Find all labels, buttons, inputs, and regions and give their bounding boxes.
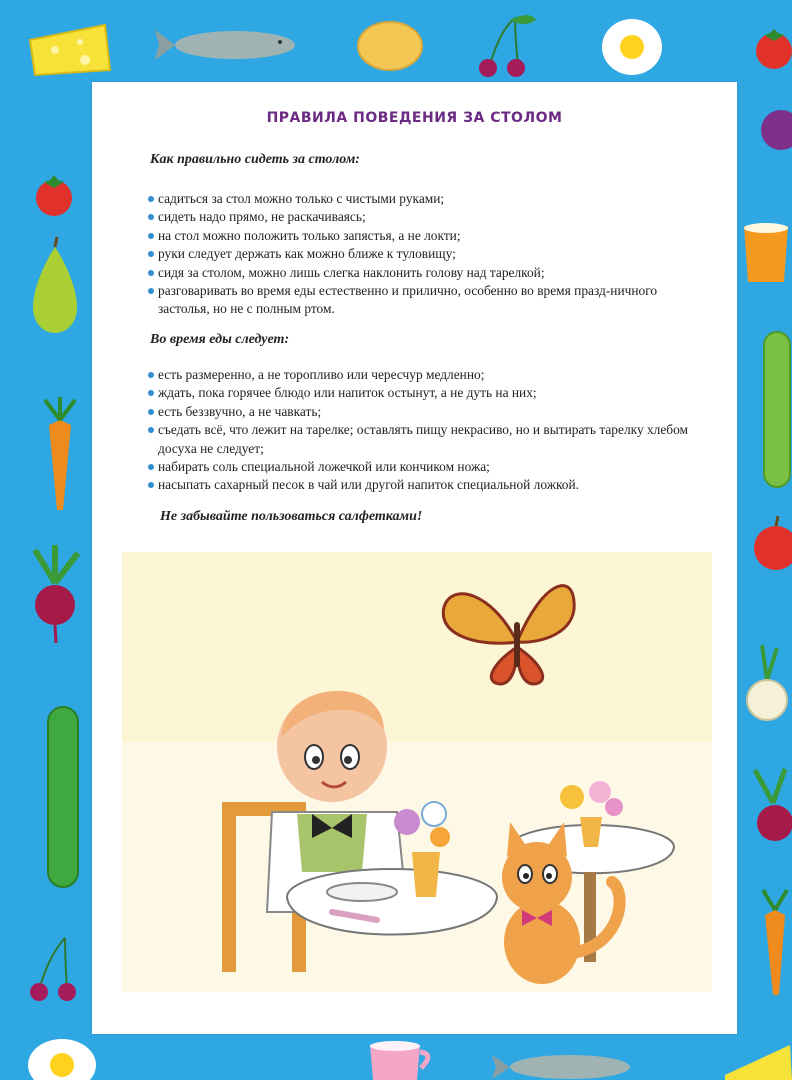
page-title: ПРАВИЛА ПОВЕДЕНИЯ ЗА СТОЛОМ bbox=[266, 110, 563, 126]
bullet-icon bbox=[148, 482, 154, 488]
list-item: насыпать сахарный песок в чай или другой напиток специальной ложкой. bbox=[148, 476, 708, 494]
eating-rules-list bbox=[148, 366, 708, 495]
bullet-icon bbox=[148, 427, 154, 433]
fish-icon bbox=[155, 20, 305, 70]
milk-glass-icon bbox=[740, 220, 792, 285]
list-item: набирать соль специальной ложечкой или кончиком ножа; bbox=[148, 458, 708, 476]
bullet-icon bbox=[148, 390, 154, 396]
bread-icon bbox=[355, 18, 425, 73]
napkin-reminder: Не забывайте пользоваться салфетками! bbox=[160, 509, 423, 524]
tomato-icon bbox=[30, 170, 78, 218]
section-heading-sitting: Как правильно сидеть за столом: bbox=[150, 152, 360, 167]
bullet-icon bbox=[148, 288, 154, 294]
dining-illustration bbox=[122, 552, 712, 992]
carrot-icon bbox=[35, 395, 85, 515]
bullet-icon bbox=[148, 270, 154, 276]
cheese-icon bbox=[720, 1040, 792, 1080]
beet-icon bbox=[20, 545, 90, 645]
onion-icon bbox=[742, 640, 792, 725]
bullet-icon bbox=[148, 233, 154, 239]
carrot-icon bbox=[755, 885, 792, 1000]
list-item: сидя за столом, можно лишь слегка наклонить голову над тарелкой; bbox=[148, 264, 708, 282]
list-item: есть беззвучно, а не чавкать; bbox=[148, 403, 708, 421]
cup-icon bbox=[365, 1040, 440, 1080]
egg-icon bbox=[600, 15, 665, 80]
egg-icon bbox=[25, 1030, 100, 1080]
apple-icon bbox=[755, 100, 792, 155]
cucumber-icon bbox=[42, 705, 84, 890]
bullet-icon bbox=[148, 464, 154, 470]
list-item: руки следует держать как можно ближе к туловищу; bbox=[148, 245, 708, 263]
section-heading-eating: Во время еды следует: bbox=[150, 332, 290, 347]
list-item: на стол можно положить только запястья, а не локти; bbox=[148, 227, 708, 245]
list-item: садиться за стол можно только с чистыми руками; bbox=[148, 190, 708, 208]
beet-icon bbox=[745, 765, 792, 865]
tomato-icon bbox=[750, 25, 792, 70]
apple-icon bbox=[748, 510, 792, 580]
cherry-icon bbox=[470, 10, 540, 80]
pear-icon bbox=[25, 235, 85, 335]
bullet-icon bbox=[148, 409, 154, 415]
sitting-rules-list bbox=[148, 190, 708, 319]
bullet-icon bbox=[148, 372, 154, 378]
list-item: разговаривать во время еды естественно и прилично, особенно во время празд-ничного застолья, но не с полным ртом. bbox=[148, 282, 708, 319]
cheese-icon bbox=[25, 20, 115, 80]
list-item: ждать, пока горячее блюдо или напиток остынут, а не дуть на них; bbox=[148, 384, 708, 402]
rules-sheet bbox=[92, 82, 737, 1034]
bullet-icon bbox=[148, 214, 154, 220]
fish-icon bbox=[490, 1045, 640, 1080]
list-item: сидеть надо прямо, не раскачиваясь; bbox=[148, 208, 708, 226]
bullet-icon bbox=[148, 196, 154, 202]
list-item: съедать всё, что лежит на тарелке; оставлять пищу некрасиво, но и вытирать тарелку хлебом досуха не следует; bbox=[148, 421, 708, 458]
list-item: есть размеренно, а не торопливо или чересчур медленно; bbox=[148, 366, 708, 384]
bullet-icon bbox=[148, 251, 154, 257]
cherry-icon bbox=[25, 930, 85, 1005]
cucumber-icon bbox=[760, 330, 792, 490]
